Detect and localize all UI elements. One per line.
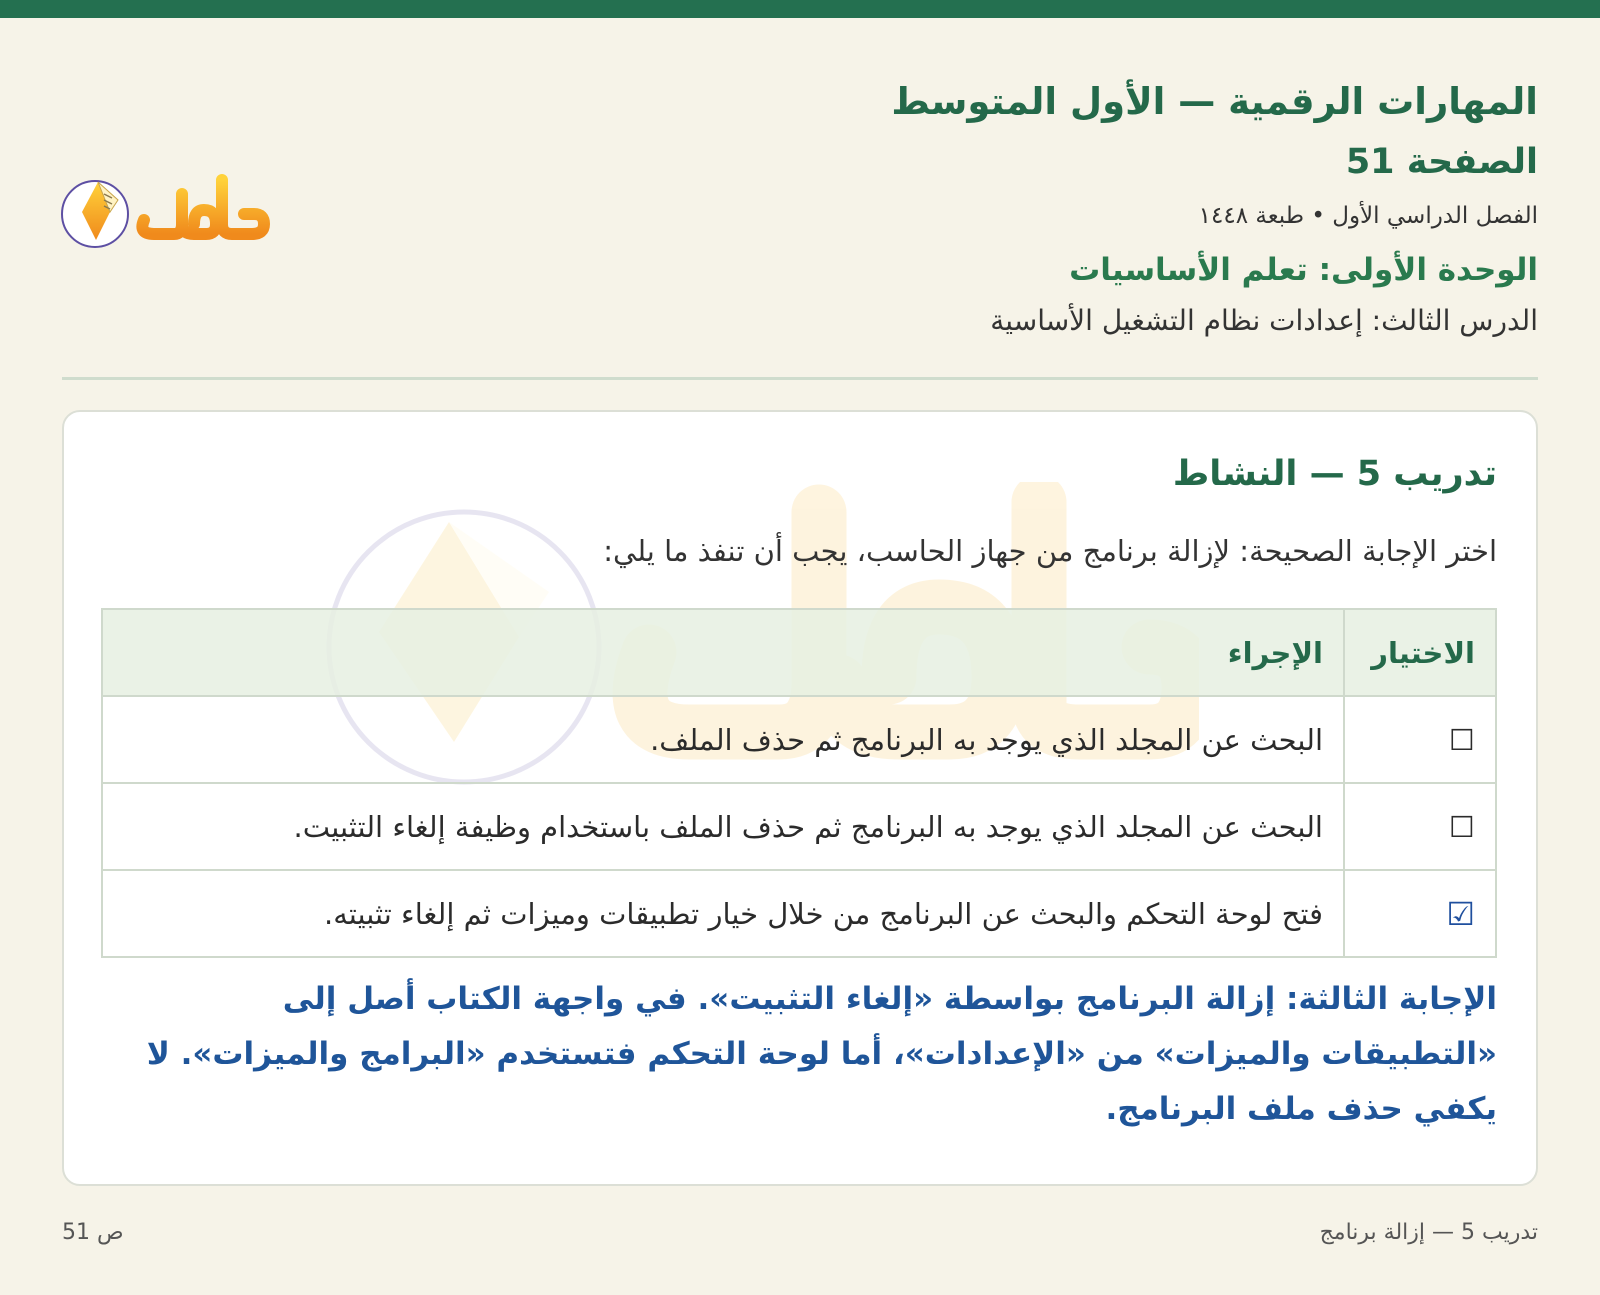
- exercise-card: [62, 410, 1538, 1186]
- checkbox-unchecked-icon[interactable]: ☐: [1344, 696, 1496, 783]
- table-row: [102, 696, 1496, 783]
- page-number-title: الصفحة 51: [1345, 142, 1538, 182]
- footer-page-number: ص 51: [62, 1220, 124, 1245]
- column-header-choice: الاختيار: [1344, 609, 1496, 696]
- table-header-row: [102, 609, 1496, 696]
- lesson-title: الدرس الثالث: إعدادات نظام التشغيل الأساسية: [990, 304, 1538, 337]
- question-text: اختر الإجابة الصحيحة: لإزالة برنامج من جهاز الحاسب، يجب أن تنفذ ما يلي:: [603, 534, 1497, 568]
- choice-action-text: البحث عن المجلد الذي يوجد به البرنامج ثم حذف الملف.: [102, 696, 1344, 783]
- checkbox-unchecked-icon[interactable]: ☐: [1344, 783, 1496, 870]
- footer-exercise-label: تدريب 5 — إزالة برنامج: [1319, 1220, 1538, 1245]
- unit-title: الوحدة الأولى: تعلم الأساسيات: [1069, 252, 1538, 288]
- book-icon: [60, 160, 280, 256]
- answer-explanation: الإجابة الثالثة: إزالة البرنامج بواسطة «إلغاء التثبيت». في واجهة الكتاب أصل إلى «التطبيقات والميزات» من «الإعدادات»، أما لوحة التحكم فتستخدم «البرامج والميزات». لا يكفي حذف ملف البرنامج.: [146, 981, 1497, 1127]
- exercise-title: تدريب 5 — النشاط: [1172, 454, 1497, 494]
- top-bar: [0, 0, 1600, 18]
- choice-action-text: البحث عن المجلد الذي يوجد به البرنامج ثم حذف الملف باستخدام وظيفة إلغاء التثبيت.: [102, 783, 1344, 870]
- table-row: [102, 870, 1496, 957]
- column-header-action: الإجراء: [102, 609, 1344, 696]
- header-divider: [62, 377, 1538, 380]
- page-title: المهارات الرقمية — الأول المتوسط: [891, 80, 1538, 123]
- logo: [60, 160, 280, 256]
- table-row: [102, 783, 1496, 870]
- semester-edition: الفصل الدراسي الأول • طبعة ١٤٤٨: [1198, 203, 1538, 229]
- choices-table: [101, 608, 1497, 958]
- choice-action-text: فتح لوحة التحكم والبحث عن البرنامج من خلال خيار تطبيقات وميزات ثم إلغاء تثبيته.: [102, 870, 1344, 957]
- checkbox-checked-icon[interactable]: ☑: [1344, 870, 1496, 957]
- page-header: [488, 62, 1538, 348]
